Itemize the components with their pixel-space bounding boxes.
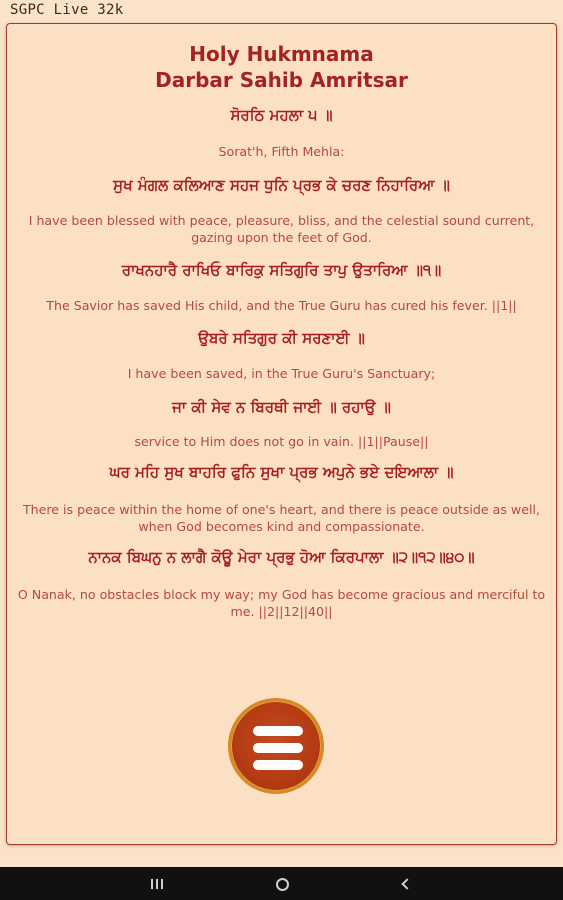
english-translation: service to Him does not go in vain. ||1||Pause|| bbox=[134, 434, 429, 449]
english-translation: I have been saved, in the True Guru's Sanctuary; bbox=[127, 366, 436, 381]
recent-apps-button[interactable] bbox=[137, 873, 177, 895]
back-icon bbox=[401, 878, 412, 889]
hukamnama-subtitle: Darbar Sahib Amritsar bbox=[155, 68, 408, 92]
menu-button[interactable] bbox=[228, 698, 324, 794]
english-translation: Sorat'h, Fifth Mehla: bbox=[218, 144, 345, 159]
hamburger-menu-icon bbox=[253, 743, 303, 753]
gurmukhi-line: ਸੋਰਠਿ ਮਹਲਾ ੫ ॥ bbox=[230, 106, 333, 124]
english-translation: O Nanak, no obstacles block my way; my God has become gracious and merciful to me. ||2||12||40|| bbox=[17, 587, 546, 619]
gurmukhi-line: ਨਾਨਕ ਬਿਘਨੁ ਨ ਲਾਗੈ ਕੋਊ ਮੇਰਾ ਪ੍ਰਭੁ ਹੋਆ ਕਿਰਪਾਲਾ ॥੨॥੧੨॥੪੦॥ bbox=[88, 548, 475, 566]
hamburger-menu-icon bbox=[253, 760, 303, 770]
gurmukhi-line: ਘਰ ਮਹਿ ਸੁਖ ਬਾਹਰਿ ਫੁਨਿ ਸੁਖਾ ਪ੍ਰਭ ਅਪੁਨੇ ਭਏ ਦਇਆਲਾ ॥ bbox=[109, 463, 454, 481]
gurmukhi-line: ਜਾ ਕੀ ਸੇਵ ਨ ਬਿਰਥੀ ਜਾਈ ॥ ਰਹਾਉ ॥ bbox=[172, 398, 391, 416]
system-navigation-bar bbox=[0, 867, 563, 900]
home-icon bbox=[276, 878, 289, 891]
gurmukhi-line: ਉਬਰੇ ਸਤਿਗੁਰ ਕੀ ਸਰਣਾਈ ॥ bbox=[198, 329, 365, 347]
english-translation: The Savior has saved His child, and the True Guru has cured his fever. ||1|| bbox=[46, 298, 517, 313]
gurmukhi-line: ਸੁਖ ਮੰਗਲ ਕਲਿਆਣ ਸਹਜ ਧੁਨਿ ਪ੍ਰਭ ਕੇ ਚਰਣ ਨਿਹਾਰਿਆ ॥ bbox=[113, 176, 450, 194]
recent-apps-icon bbox=[151, 879, 163, 889]
english-translation: There is peace within the home of one's heart, and there is peace outside as well, when God becomes kind and compassionate. bbox=[22, 502, 540, 534]
back-button[interactable] bbox=[385, 873, 425, 895]
hamburger-menu-icon bbox=[253, 726, 303, 736]
home-button[interactable] bbox=[262, 873, 302, 895]
hukamnama-title: Holy Hukmnama bbox=[189, 42, 374, 66]
app-title: SGPC Live 32k bbox=[10, 2, 124, 18]
gurmukhi-line: ਰਾਖਨਹਾਰੈ ਰਾਖਿਓ ਬਾਰਿਕੁ ਸਤਿਗੁਰਿ ਤਾਪੁ ਉਤਾਰਿਆ ॥੧॥ bbox=[121, 261, 442, 279]
english-translation: I have been blessed with peace, pleasure, bliss, and the celestial sound current, gazing upon the feet of God. bbox=[28, 213, 535, 245]
